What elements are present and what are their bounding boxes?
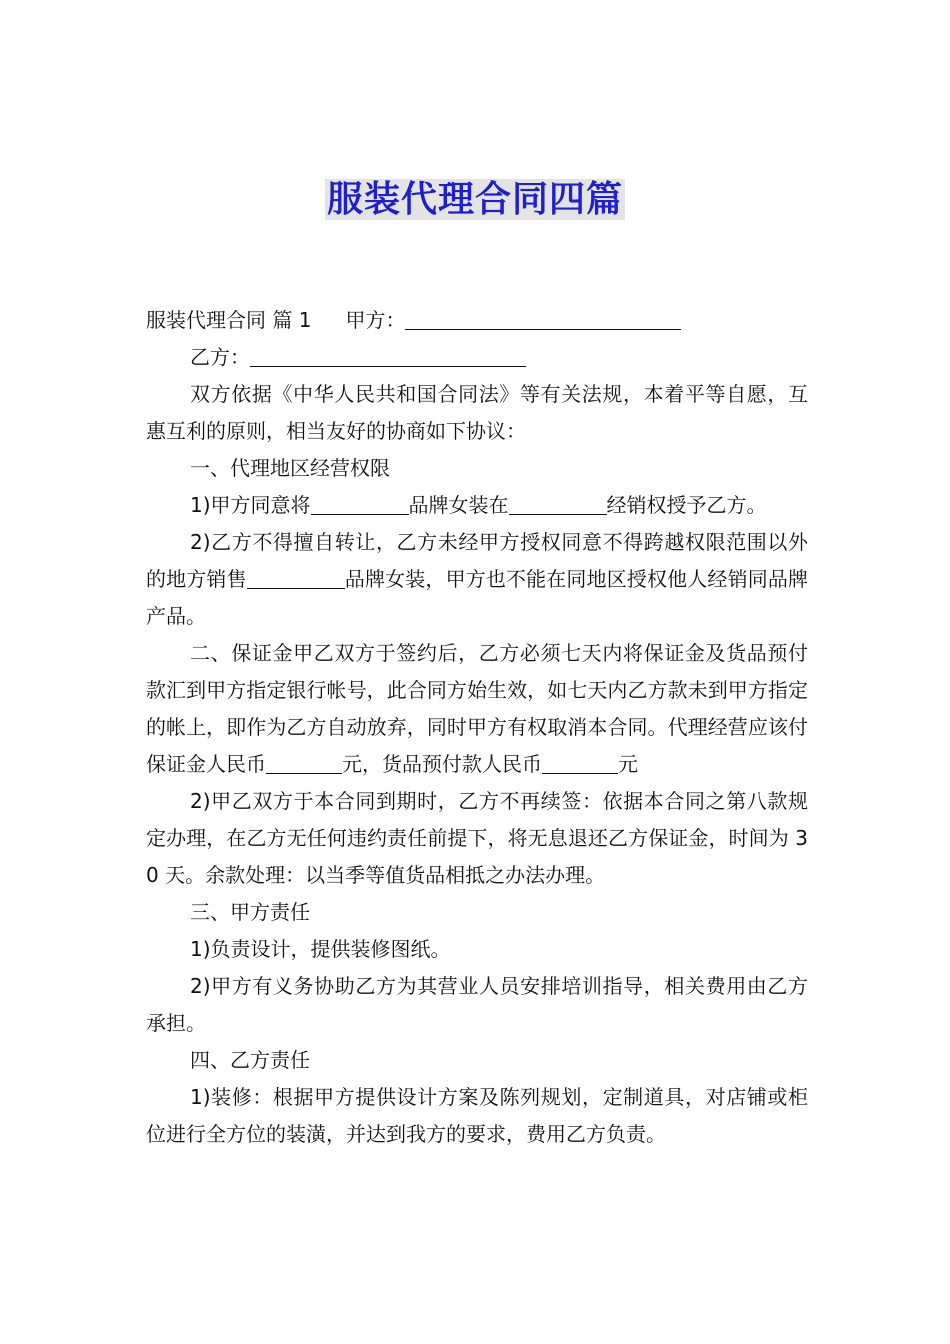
paragraph-section-3-heading <box>146 894 808 931</box>
brand-blank <box>311 513 409 515</box>
party-b-label: 乙方： <box>190 345 250 369</box>
contract-section-label: 服装代理合同 篇 1 <box>146 308 312 332</box>
section-3-heading: 三、甲方责任 <box>190 900 310 924</box>
paragraph-clause-3-1 <box>146 931 808 968</box>
section-1-heading: 一、代理地区经营权限 <box>190 456 390 480</box>
paragraph-party-b <box>146 339 808 376</box>
paragraph-section-2 <box>146 635 808 783</box>
document-title <box>0 174 950 226</box>
clause-2-2-text: 2)甲乙双方于本合同到期时，乙方不再续签：依据本合同之第八款规定办理，在乙方无任何违约责任前提下，将无息退还乙方保证金，时间为 30 天。余款处理：以当季等值货品相抵之办法办理。 <box>146 789 808 887</box>
paragraph-clause-2-2 <box>146 783 808 894</box>
prepayment-amount-blank <box>542 772 618 774</box>
paragraph-clause-4-1 <box>146 1079 808 1153</box>
clause-4-1-text: 1)装修：根据甲方提供设计方案及陈列规划，定制道具，对店铺或柜位进行全方位的装潢，并达到我方的要求，费用乙方负责。 <box>146 1085 808 1146</box>
document-body <box>146 302 808 1153</box>
clause-3-1-text: 1)负责设计，提供装修图纸。 <box>190 937 451 961</box>
section-4-heading: 四、乙方责任 <box>190 1048 310 1072</box>
paragraph-preamble <box>146 376 808 450</box>
party-a-label: 甲方： <box>345 308 406 332</box>
party-a-blank <box>405 328 681 330</box>
document-title-text: 服装代理合同四篇 <box>326 179 623 220</box>
paragraph-section-4-heading <box>146 1042 808 1079</box>
paragraph-header <box>146 302 808 339</box>
brand-blank-2 <box>247 587 345 589</box>
clause-1-2-text-b: 品牌女装，甲方也不能在同地区授权他人经销同品牌产品。 <box>146 567 809 628</box>
paragraph-clause-1-2 <box>146 524 808 635</box>
section-2-text-a: 二、保证金甲乙双方于签约后，乙方必须七天内将保证金及货品预付款汇到甲方指定银行帐号，此合同方始生效，如七天内乙方款未到甲方指定的帐上，即作为乙方自动放弃，同时甲方有权取消本合同。代理经营应该付保证金人民币 <box>146 641 808 776</box>
clause-1-1-text-b: 品牌女装在 <box>408 493 509 517</box>
party-b-blank <box>250 365 526 367</box>
paragraph-section-1-heading <box>146 450 808 487</box>
deposit-amount-blank <box>266 772 342 774</box>
clause-1-1-text-c: 经销权授予乙方。 <box>606 493 767 517</box>
clause-1-2-text-a: 2)乙方不得擅自转让，乙方未经甲方授权同意不得跨越权限范围以外的地方销售 <box>146 530 808 591</box>
section-2-text-c: 元 <box>618 752 638 776</box>
region-blank <box>509 513 607 515</box>
paragraph-clause-3-2 <box>146 968 808 1042</box>
section-2-text-b: 元，货品预付款人民币 <box>342 752 542 776</box>
clause-1-1-text-a: 1)甲方同意将 <box>190 493 311 517</box>
preamble-text: 双方依据《中华人民共和国合同法》等有关法规，本着平等自愿，互惠互利的原则，相当友好的协商如下协议： <box>146 382 808 443</box>
clause-3-2-text: 2)甲方有义务协助乙方为其营业人员安排培训指导，相关费用由乙方承担。 <box>146 974 808 1035</box>
paragraph-clause-1-1 <box>146 487 808 524</box>
